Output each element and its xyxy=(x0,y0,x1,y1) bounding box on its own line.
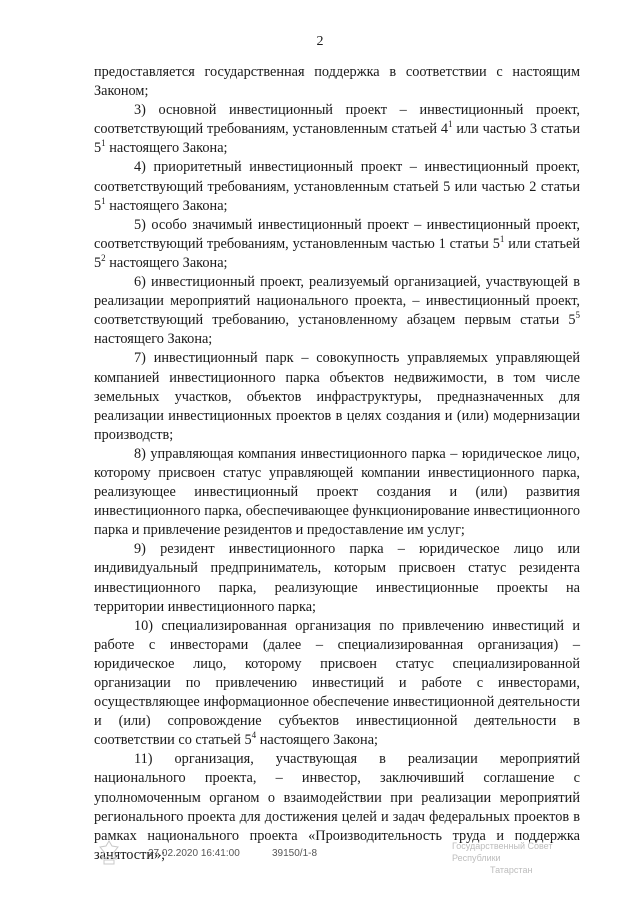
list-item-10: 10) специализированная организация по привлечению инвестиций и работе с инвесторами (далее – специализированная организация) – юридическое лицо, которому присвоен статус специализированной организации по привлечению инвестиций и работе с инвесторами, осуществляющее информационное обеспечение инвестиционной деятельности и (или) сопровождение субъектов инвестиционной деятельности в соответствии со статьей $5^4$ настоящего Закона; xyxy=(94,617,580,749)
list-item-4: 4) приоритетный инвестиционный проект – инвестиционный проект, соответствующий требованиям, установленным статьей 5 или частью 2 статьи $5^1$ настоящего Закона; xyxy=(94,159,580,214)
registration-number: 39150/1-8 xyxy=(272,848,318,859)
list-item-5: 5) особо значимый инвестиционный проект – инвестиционный проект, соответствующий требованиям, установленным частью 1 статьи $5^1$ или статьей $5^2$ настоящего Закона; xyxy=(94,216,580,271)
page-number: 2 xyxy=(316,34,324,49)
paragraph-continuation: предоставляется государственная поддержка в соответствии с настоящим Законом; xyxy=(94,64,580,100)
list-item-11: 11) организация, участвующая в реализации мероприятий национального проекта, – инвестор, заключивший соглашение с уполномоченным органом о взаимодействии при реализации мероприятий регионального проекта для достижения целей и задач федеральных проектов в рамках национального проекта «Производительность труда и поддержка занятости»; xyxy=(94,751,580,863)
list-item-8: 8) управляющая компания инвестиционного парка – юридическое лицо, которому присвоен статус управляющей компании инвестиционного парка, реализующее инвестиционный проект создания и (или) развития инвестиционного парка, обеспечивающее функционирование инвестиционного парка и привлечение резидентов и предоставление им услуг; xyxy=(94,445,580,539)
list-item-6: 6) инвестиционный проект, реализуемый организацией, участвующей в реализации мероприятий национального проекта, – инвестиционный проект, соответствующий требованию, установленному абзацем первым статьи $5^5$ настоящего Закона; xyxy=(94,274,580,348)
list-item-9: 9) резидент инвестиционного парка – юридическое лицо или индивидуальный предприниматель, которым присвоен статус резидента инвестиционного парка, реализующие инвестиционные проекты на территории инвестиционного парка; xyxy=(94,541,580,615)
document-body xyxy=(94,63,580,865)
list-item-3: 3) основной инвестиционный проект – инвестиционный проект, соответствующий требованиям, установленным статьей $4^1$ или частью 3 статьи $5^1$ настоящего Закона; xyxy=(94,102,580,157)
document-footer xyxy=(0,841,640,875)
emblem-stamp-icon xyxy=(98,840,120,866)
registration-timestamp: 27.02.2020 16:41:00 xyxy=(148,848,240,859)
watermark: Государственный Совет Республики Татарстан xyxy=(452,841,553,875)
list-item-7: 7) инвестиционный парк – совокупность управляемых управляющей компанией инвестиционного парка объектов недвижимости, в том числе земельных участков, объектов инфраструктуры, предназначенных для реализации инвестиционных проектов в целях создания и (или) модернизации производств; xyxy=(94,350,580,443)
